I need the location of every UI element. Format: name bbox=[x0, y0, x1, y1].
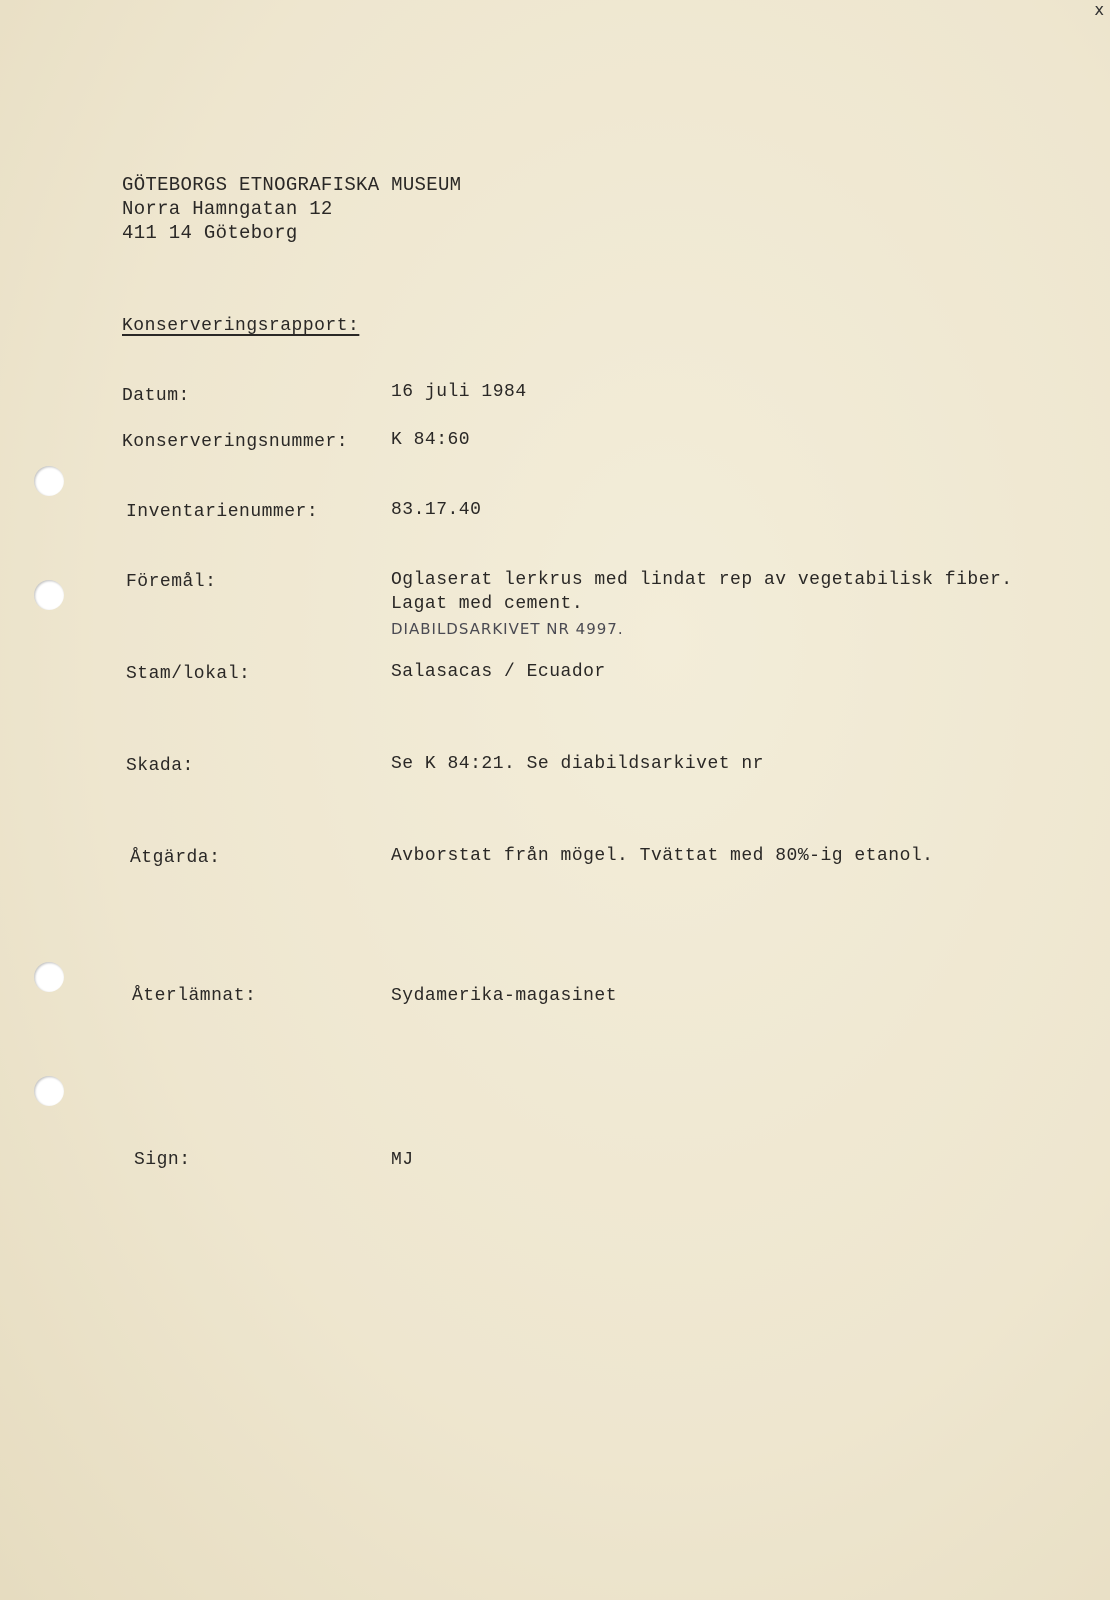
skada-value: Se K 84:21. Se diabildsarkivet nr bbox=[391, 754, 764, 774]
corner-mark: x bbox=[1094, 0, 1104, 19]
punch-hole bbox=[34, 962, 64, 992]
atgarda-label: Åtgärda: bbox=[130, 848, 221, 868]
museum-name: GÖTEBORGS ETNOGRAFISKA MUSEUM bbox=[122, 174, 462, 196]
foremal-value-line1: Oglaserat lerkrus med lindat rep av vegetabilisk fiber. bbox=[391, 570, 1013, 590]
sign-value: MJ bbox=[391, 1150, 414, 1170]
aterlamnat-value: Sydamerika-magasinet bbox=[391, 986, 618, 1006]
handwritten-note: DIABILDSARKIVET NR 4997. bbox=[391, 620, 624, 638]
aterlamnat-label: Återlämnat: bbox=[132, 986, 257, 1006]
konserveringsnummer-label: Konserveringsnummer: bbox=[122, 432, 349, 452]
konserveringsnummer-value: K 84:60 bbox=[391, 430, 471, 450]
atgarda-value: Avborstat från mögel. Tvättat med 80%-ig etanol. bbox=[391, 846, 934, 866]
foremal-label: Föremål: bbox=[126, 572, 217, 592]
report-title: Konserveringsrapport: bbox=[122, 316, 360, 336]
punch-hole bbox=[34, 1076, 64, 1106]
datum-value: 16 juli 1984 bbox=[391, 382, 527, 402]
stam-lokal-label: Stam/lokal: bbox=[126, 664, 251, 684]
sign-label: Sign: bbox=[134, 1150, 191, 1170]
punch-hole bbox=[34, 466, 64, 496]
inventarienummer-label: Inventarienummer: bbox=[126, 502, 319, 522]
punch-hole bbox=[34, 580, 64, 610]
skada-label: Skada: bbox=[126, 756, 194, 776]
inventarienummer-value: 83.17.40 bbox=[391, 500, 482, 520]
foremal-value-line2: Lagat med cement. bbox=[391, 594, 584, 614]
stam-lokal-value: Salasacas / Ecuador bbox=[391, 662, 606, 682]
museum-street: Norra Hamngatan 12 bbox=[122, 198, 333, 220]
museum-city: 411 14 Göteborg bbox=[122, 222, 298, 244]
datum-label: Datum: bbox=[122, 386, 190, 406]
